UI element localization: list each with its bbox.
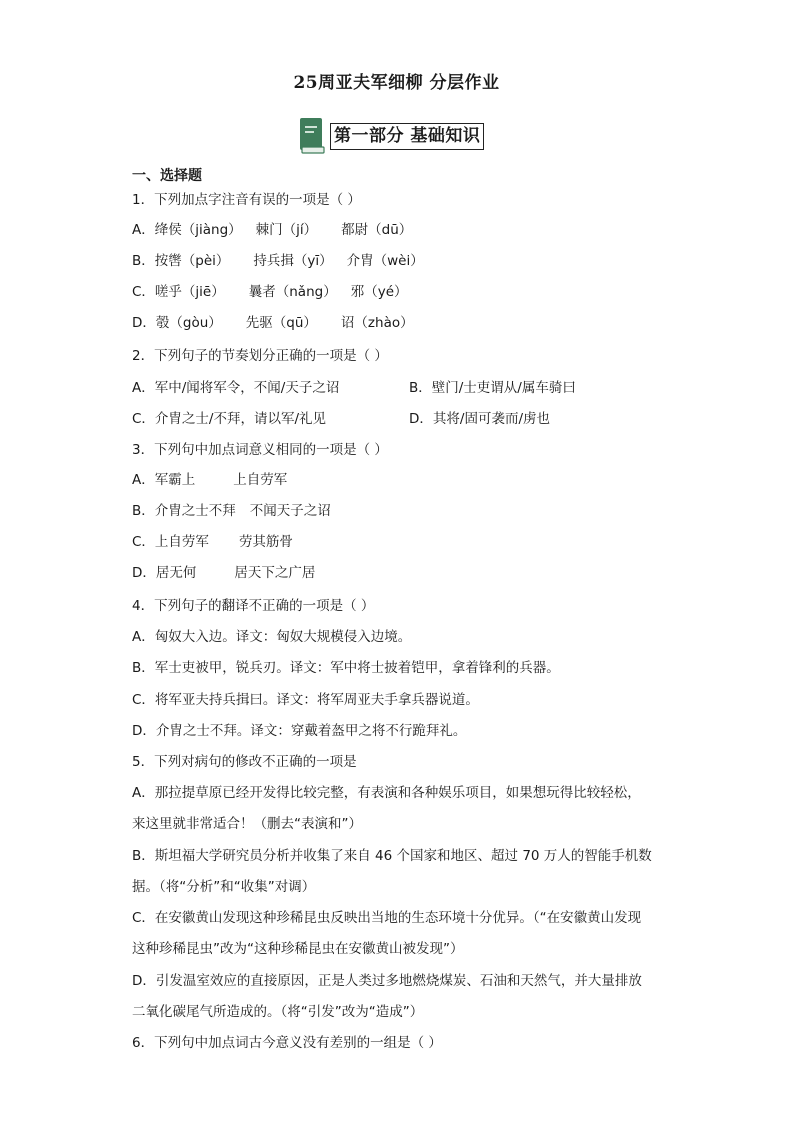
option-text: 持兵揖（yī） bbox=[253, 253, 333, 269]
question-4-option-d: D．介胄之士不拜。译文：穿戴着盔甲之将不行跪拜礼。 bbox=[132, 723, 467, 739]
question-1-option-b bbox=[132, 251, 424, 271]
question-2-option-c: C．介胄之士/不拜，请以军/礼见 bbox=[132, 411, 327, 427]
question-2-stem: 2．下列句子的节奏划分正确的一项是（ ） bbox=[132, 348, 388, 364]
question-5-option-b-line-1: B．斯坦福大学研究员分析并收集了来自 46 个国家和地区、超过 70 万人的智能手机数 bbox=[132, 848, 652, 864]
question-5-option-a-line-2: 来这里就非常适合！（删去“表演和”） bbox=[132, 816, 362, 832]
section-badge-label: 第一部分 基础知识 bbox=[330, 123, 484, 150]
question-3-option-d bbox=[132, 563, 315, 583]
question-1-stem: 1．下列加点字注音有误的一项是（ ） bbox=[132, 192, 361, 208]
option-text: 棘门（jí） bbox=[255, 222, 318, 238]
question-5-option-a-line-1: A．那拉提草原已经开发得比较完整，有表演和各种娱乐项目，如果想玩得比较轻松， bbox=[132, 785, 641, 801]
option-text: 介胄（wèi） bbox=[346, 253, 424, 269]
question-5-option-d-line-1: D．引发温室效应的直接原因，正是人类过多地燃烧煤炭、石油和天然气，并大量排放 bbox=[132, 973, 642, 989]
question-6-stem: 6．下列句中加点词古今意义没有差别的一组是（ ） bbox=[132, 1035, 442, 1051]
question-3-option-b bbox=[132, 501, 331, 521]
option-text: 居天下之广居 bbox=[234, 565, 316, 581]
question-4-stem: 4．下列句子的翻译不正确的一项是（ ） bbox=[132, 598, 375, 614]
section-heading: 一、选择题 bbox=[132, 168, 202, 184]
question-3-option-a bbox=[132, 470, 287, 490]
question-1-option-c bbox=[132, 282, 408, 302]
option-text: A．军霸上 bbox=[132, 472, 196, 488]
option-text: D．彀（gòu） bbox=[132, 315, 222, 331]
option-text: 上自劳军 bbox=[233, 472, 288, 488]
book-icon bbox=[298, 117, 326, 155]
question-1-option-d bbox=[132, 313, 414, 333]
question-3-stem: 3．下列句中加点词意义相同的一项是（ ） bbox=[132, 442, 388, 458]
option-text: B．介胄之士不拜 bbox=[132, 503, 236, 519]
question-5-stem: 5．下列对病句的修改不正确的一项是 bbox=[132, 754, 357, 770]
option-text: 不闻天子之诏 bbox=[249, 503, 331, 519]
option-text: 都尉（dū） bbox=[341, 222, 413, 238]
option-text: 诏（zhào） bbox=[340, 315, 414, 331]
question-4-option-a: A．匈奴大入边。译文：匈奴大规模侵入边境。 bbox=[132, 629, 412, 645]
option-text: C．上自劳军 bbox=[132, 534, 209, 550]
option-text: A．绛侯（jiàng） bbox=[132, 222, 242, 238]
question-4-option-c: C．将军亚夫持兵揖曰。译文：将军周亚夫手拿兵器说道。 bbox=[132, 692, 479, 708]
option-text: 先驱（qū） bbox=[245, 315, 317, 331]
question-5-option-c-line-2: 这种珍稀昆虫”改为“这种珍稀昆虫在安徽黄山被发现”） bbox=[132, 941, 464, 957]
option-text: 劳其筋骨 bbox=[238, 534, 293, 550]
question-4-option-b: B．军士吏被甲，锐兵刃。译文：军中将士披着铠甲，拿着锋利的兵器。 bbox=[132, 660, 560, 676]
question-2-option-a: A．军中/闻将军令，不闻/天子之诏 bbox=[132, 380, 340, 396]
question-1-option-a bbox=[132, 220, 412, 240]
question-2-option-d: D．其将/固可袭而/虏也 bbox=[409, 411, 550, 427]
option-text: D．居无何 bbox=[132, 565, 197, 581]
option-text: 曩者（nǎng） bbox=[248, 284, 337, 300]
question-5-option-c-line-1: C．在安徽黄山发现这种珍稀昆虫反映出当地的生态环境十分优异。（“在安徽黄山发现 bbox=[132, 910, 642, 926]
option-text: B．按辔（pèi） bbox=[132, 253, 230, 269]
question-2-option-b: B．壁门/士吏谓从/属车骑曰 bbox=[409, 380, 576, 396]
question-5-option-d-line-2: 二氧化碳尾气所造成的。（将“引发”改为“造成”） bbox=[132, 1004, 424, 1020]
question-5-option-b-line-2: 据。（将“分析”和“收集”对调） bbox=[132, 879, 316, 895]
question-3-option-c bbox=[132, 532, 293, 552]
section-badge bbox=[298, 116, 484, 156]
option-text: 邪（yé） bbox=[350, 284, 408, 300]
document-title: 25周亚夫军细柳 分层作业 bbox=[293, 73, 500, 93]
option-text: C．嗟乎（jiē） bbox=[132, 284, 225, 300]
